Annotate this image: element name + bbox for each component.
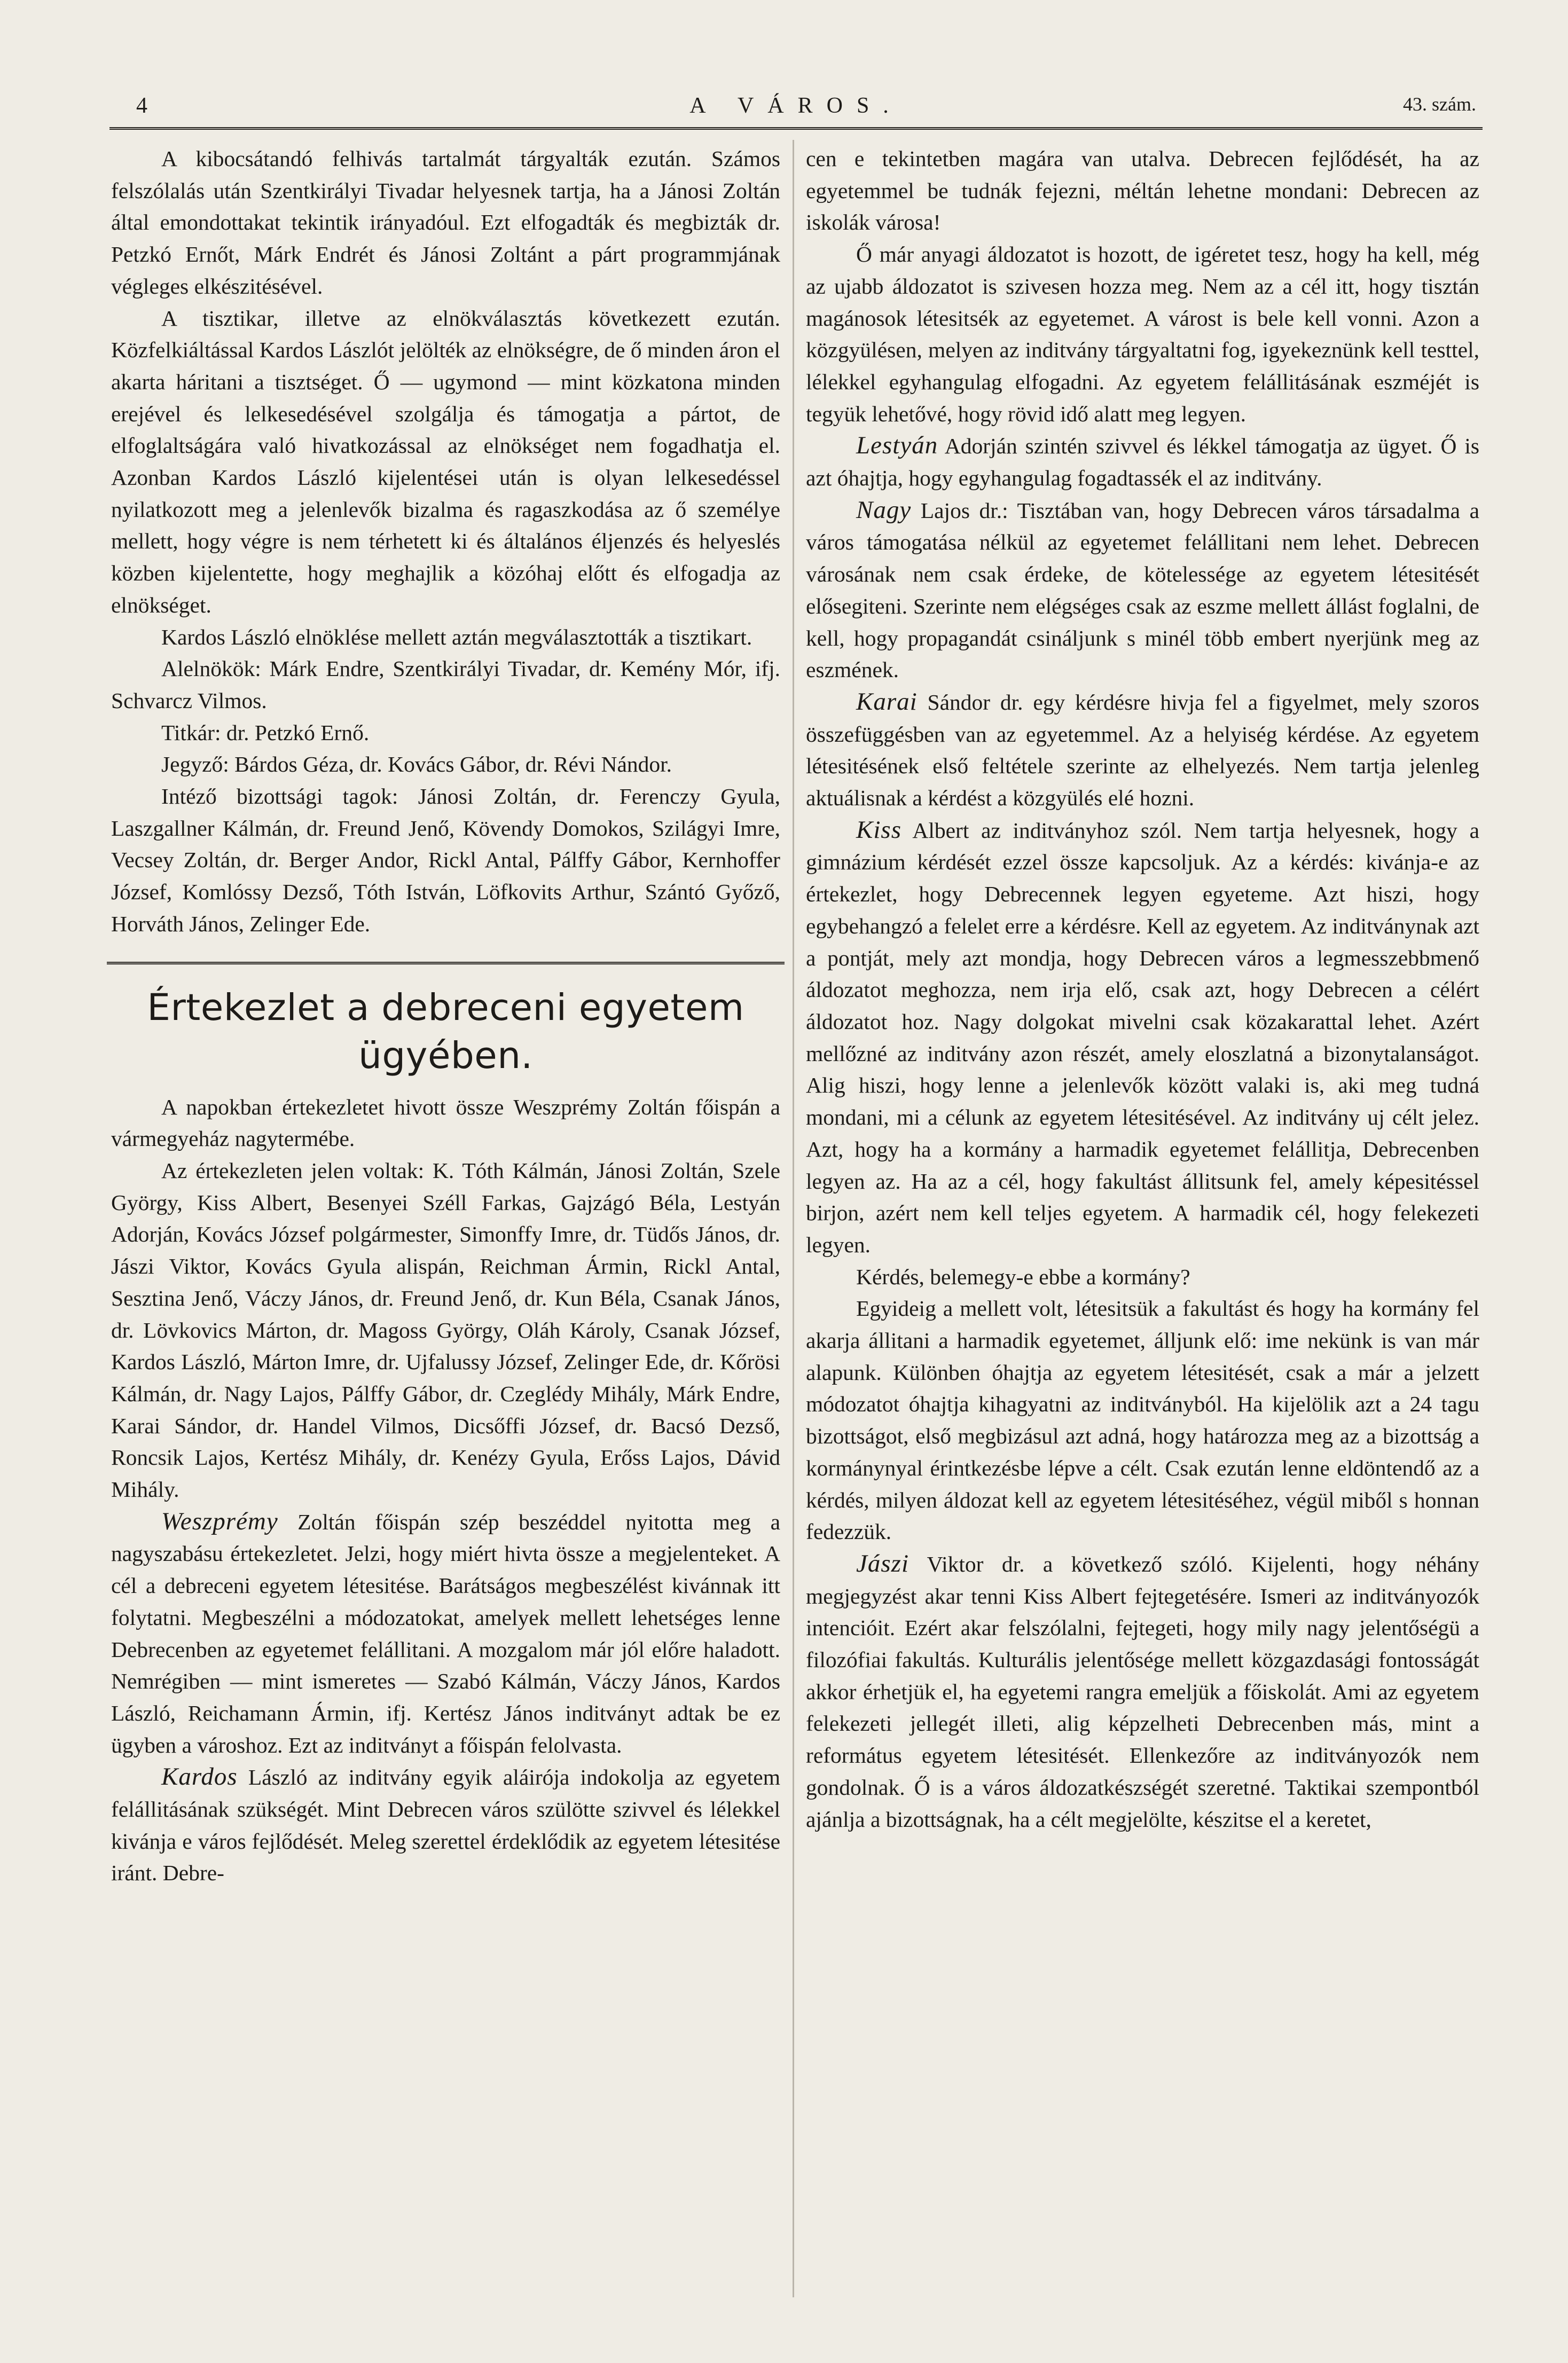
paragraph	[806, 814, 1479, 1261]
paragraph: A tisztikar, illetve az elnökválasztás következett ezután. Közfelkiáltással Kardos Lászlót jelölték az elnökségre, de ő minden áron el akarta háritani a tisztséget. Ő — ugymond — mint közkatona minden erejével és lelkesedésével szolgálja és támogatja a pártot, de elfoglaltságára való hivatkozással az elnökséget nem fogadhatja el. Azonban Kardos László kijelentései után is olyan lelkesedéssel nyilatkozott meg a jelenlevők bizalma és ragaszkodása az ő személye mellett, hogy végre is nem térhetett ki és általános éljenzés és helyeslés közben kijelentette, hogy meghajlik a közóhaj előtt és elfogadja az elnökséget.	[111, 305, 780, 617]
speaker-name: Jászi	[856, 1549, 909, 1577]
paragraph-text: László az inditvány egyik aláirója indokolja az egyetem felállitásának szükségét. Mint Debrecen város szülötte szivvel és lélekkel kivánja e város fejlődését. Meleg szerettel érdeklődik az egyetem létesitése iránt. Debre-	[111, 1765, 780, 1886]
article-headline: Értekezlet a debreceni egyetem ügyében.	[147, 986, 744, 1077]
speaker-name: Nagy	[856, 496, 912, 524]
paragraph-text: Zoltán főispán szép beszéddel nyitotta meg a nagyszabásu értekezletet. Jelzi, hogy miért hivta össze a megjelenteket. A cél a debreceni egyetem létesitése. Barátságos megbeszélést kivánnak itt folytatni. Megbeszélni a módozatokat, amelyek mellett lehetséges lenne Debrecenben az egyetemet felállitani. A mozgalom már jól előre haladott. Nemrégiben — mint ismeretes — Szabó Kálmán, Váczy János, Kardos László, Reichamann Ármin, ifj. Kertész János inditványt adtak be ez ügyben a városhoz. Ezt az inditványt a főispán felolvasta.	[111, 1509, 780, 1757]
speaker-name: Weszprémy	[161, 1507, 278, 1535]
paragraph	[111, 1761, 780, 1889]
paragraph: Kardos László elnöklése mellett aztán megválasztották a tisztikart.	[161, 624, 752, 649]
paragraph	[111, 1506, 780, 1762]
paragraph-text: Albert az inditványhoz szól. Nem tartja helyesnek, hogy a gimnázium kérdését ezzel össze kapcsoljuk. Az a kérdés: kivánja-e az értekezlet, hogy Debrecennek legyen egyeteme. Azt hiszi, hogy egybehangzó a felelet erre a kérdésre. Kell az egyetem. Az inditványnak azt a pontját, mely azt mondja, hogy Debrecen város a legmesszebbmenő áldozatot meghozza, nem irja elő, csak azt, hogy Debrecen a célért áldozatot hoz. Nagy dolgokat mivelni csak közakarattal lehet. Azért mellőzné az inditvány azon részét, amely eloszlatná a bizonytalanságot. Alig hiszi, hogy lenne a jelenlevők között valaki is, aki meg tudná mondani, mi a célunk az egyetem létesitésével. Az inditvány uj célt jelez. Azt, hogy ha a kormány a harmadik egyetemet felállitja, Debrecenben legyen az. Ha az a cél, hogy fakultást állitsunk fel, amely képesitéssel birjon, azért nem kell teljes egyetem. A harmadik cél, hogy felekezeti legyen.	[806, 818, 1479, 1257]
left-column	[111, 143, 780, 1889]
speaker-name: Karai	[856, 687, 918, 716]
paragraph: A napokban értekezletet hivott össze Weszprémy Zoltán főispán a vármegyeház nagytermébe.	[111, 1094, 780, 1151]
paragraph	[806, 430, 1479, 494]
newspaper-title: A VÁROS.	[689, 93, 903, 118]
paragraph-text: Lajos dr.: Tisztában van, hogy Debrecen város társadalma a város támogatása nélkül az egyetemet felállitani nem lehet. Debrecen városának nem csak érdeke, de kötelessége az egyetem létesitését elősegiteni. Szerinte nem elégséges csak az eszme mellett állást foglalni, de kell, hogy propagandát csináljunk s minél több embert nyerjünk meg az eszmének.	[806, 498, 1479, 682]
running-head	[109, 90, 1483, 130]
paragraph: Titkár: dr. Petzkó Ernő.	[161, 720, 370, 745]
issue-number: 43. szám.	[1403, 93, 1476, 115]
column-divider	[793, 140, 794, 2297]
paragraph: Kérdés, belemegy-e ebbe a kormány?	[856, 1264, 1190, 1289]
paragraph: Jegyző: Bárdos Géza, dr. Kovács Gábor, dr. Révi Nándor.	[161, 752, 672, 777]
speaker-name: Lestyán	[856, 431, 938, 460]
paragraph	[806, 1548, 1479, 1835]
paragraph: Az értekezleten jelen voltak: K. Tóth Kálmán, Jánosi Zoltán, Szele György, Kiss Albert, Besenyei Széll Farkas, Gajzágó Béla, Lestyán Adorján, Kovács József polgármester, Simonffy Imre, dr. Tüdős János, dr. Jászi Viktor, Kovács Gyula alispán, Reichman Ármin, Rickl Antal, Sesztina Jenő, Váczy János, dr. Freund Jenő, dr. Kun Béla, Csanak János, dr. Lövkovics Márton, dr. Magoss György, Oláh Károly, Csanak József, Kardos László, Márton Imre, dr. Ujfalussy József, Zelinger Ede, dr. Kőrösi Kálmán, dr. Nagy Lajos, Pálffy Gábor, dr. Czeglédy Mihály, Márk Endre, Karai Sándor, dr. Handel Vilmos, Dicsőffi József, dr. Bacsó Dezső, Roncsik Lajos, Kertész Mihály, dr. Kenézy Gyula, Erőss Lajos, Dávid Mihály.	[111, 1158, 780, 1502]
paragraph	[806, 494, 1479, 686]
speaker-name: Kiss	[856, 815, 901, 844]
paragraph: Intéző bizottsági tagok: Jánosi Zoltán, dr. Ferenczy Gyula, Laszgallner Kálmán, dr. Freund Jenő, Kövendy Domokos, Szilágyi Imre, Vecsey Zoltán, dr. Berger Andor, Rickl Antal, Pálffy Gábor, Kernhoffer József, Komlóssy Dezső, Tóth István, Löfkovits Arthur, Szántó Győző, Horváth János, Zelinger Ede.	[111, 784, 780, 936]
paragraph: Alelnökök: Márk Endre, Szentkirályi Tivadar, dr. Kemény Mór, ifj. Schvarcz Vilmos.	[111, 656, 780, 713]
page-number: 4	[136, 93, 147, 118]
paragraph: cen e tekintetben magára van utalva. Debrecen fejlődését, ha az egyetemmel be tudnák fejezni, méltán lehetne mondani: Debrecen az iskolák városa!	[806, 146, 1479, 235]
section-rule	[107, 962, 785, 984]
speaker-name: Kardos	[161, 1763, 238, 1791]
paragraph-text: Sándor dr. egy kérdésre hivja fel a figyelmet, mely szoros összefüggésben van az egyetemmel. Az a helyiség kérdése. Az egyetem létesitésének első feltétele szerinte az elhelyezés. Nem tartja jelenleg aktuálisnak a kérdést a közgyülés elé hozni.	[806, 689, 1479, 811]
paragraph: Ő már anyagi áldozatot is hozott, de igéretet tesz, hogy ha kell, még az ujabb áldozatot is szivesen hozza meg. Nem az a cél itt, hogy tisztán magánosok létesitsék az egyetemet. A várost is bele kell vonni. Azon a közgyülésen, melyen az inditvány tárgyaltatni fog, igyekeznünk kell testtel, lélekkel egyhangulag elfogadni. Az egyetem felállitásának eszméjét is tegyük lehetővé, hogy rövid idő alatt meg legyen.	[806, 242, 1479, 426]
paragraph-text: Viktor dr. a következő szóló. Kijelenti, hogy néhány megjegyzést akar tenni Kiss Albert fejtegetésére. Ismeri az inditványozók intencióit. Ezért akar felszólalni, fejtegeti, hogy mily nagy jelentőségü a filozófiai fakultás. Kulturális jelentősége mellett közgazdasági fontosságát akkor érhetjük el, ha egyetemi rangra emeljük a főiskolát. Ami az egyetem felekezeti jellegét illeti, alig képzelheti Debrecenben más, mint a református egyetem létesitését. Ellenkezőre az inditványozók nem gondolnak. Ő is a város áldozatkészségét szeretné. Taktikai szempontból ajánlja a bizottságnak, ha a célt megjelölte, készitse el a keretet,	[806, 1551, 1479, 1832]
paragraph	[806, 686, 1479, 814]
paragraph: A kibocsátandó felhivás tartalmát tárgyalták ezután. Számos felszólalás után Szentkirályi Tivadar helyesnek tartja, ha a Jánosi Zoltán által emondottakat tekintik irányadóul. Ezt elfogadták és megbizták dr. Petzkó Ernőt, Márk Endrét és Jánosi Zoltánt a párt programmjának végleges elkészitésével.	[111, 146, 780, 299]
paragraph: Egyideig a mellett volt, létesitsük a fakultást és hogy ha kormány fel akarja állitani a harmadik egyetemet, álljunk elő: ime nekünk is van már alapunk. Különben óhajtja az egyetem létesitését, csak a már a jelzett módozatot óhajtja kihagyatni az inditványból. Ha kijelölik azt a 24 tagu bizottságot, első megbizásul azt adná, hogy határozza meg az a bizottság a kormánynyal érintkezésbe lépve a célt. Csak ezután lenne eldöntendő az a kérdés, milyen áldozat kell az egyetem létesitéséhez, végül miből s honnan fedezzük.	[806, 1296, 1479, 1544]
paragraph-text: Adorján szintén szivvel és lékkel támogatja az ügyet. Ő is azt óhajtja, hogy egyhangulag fogadtassék el az inditvány.	[806, 434, 1479, 491]
right-column	[806, 143, 1479, 1835]
